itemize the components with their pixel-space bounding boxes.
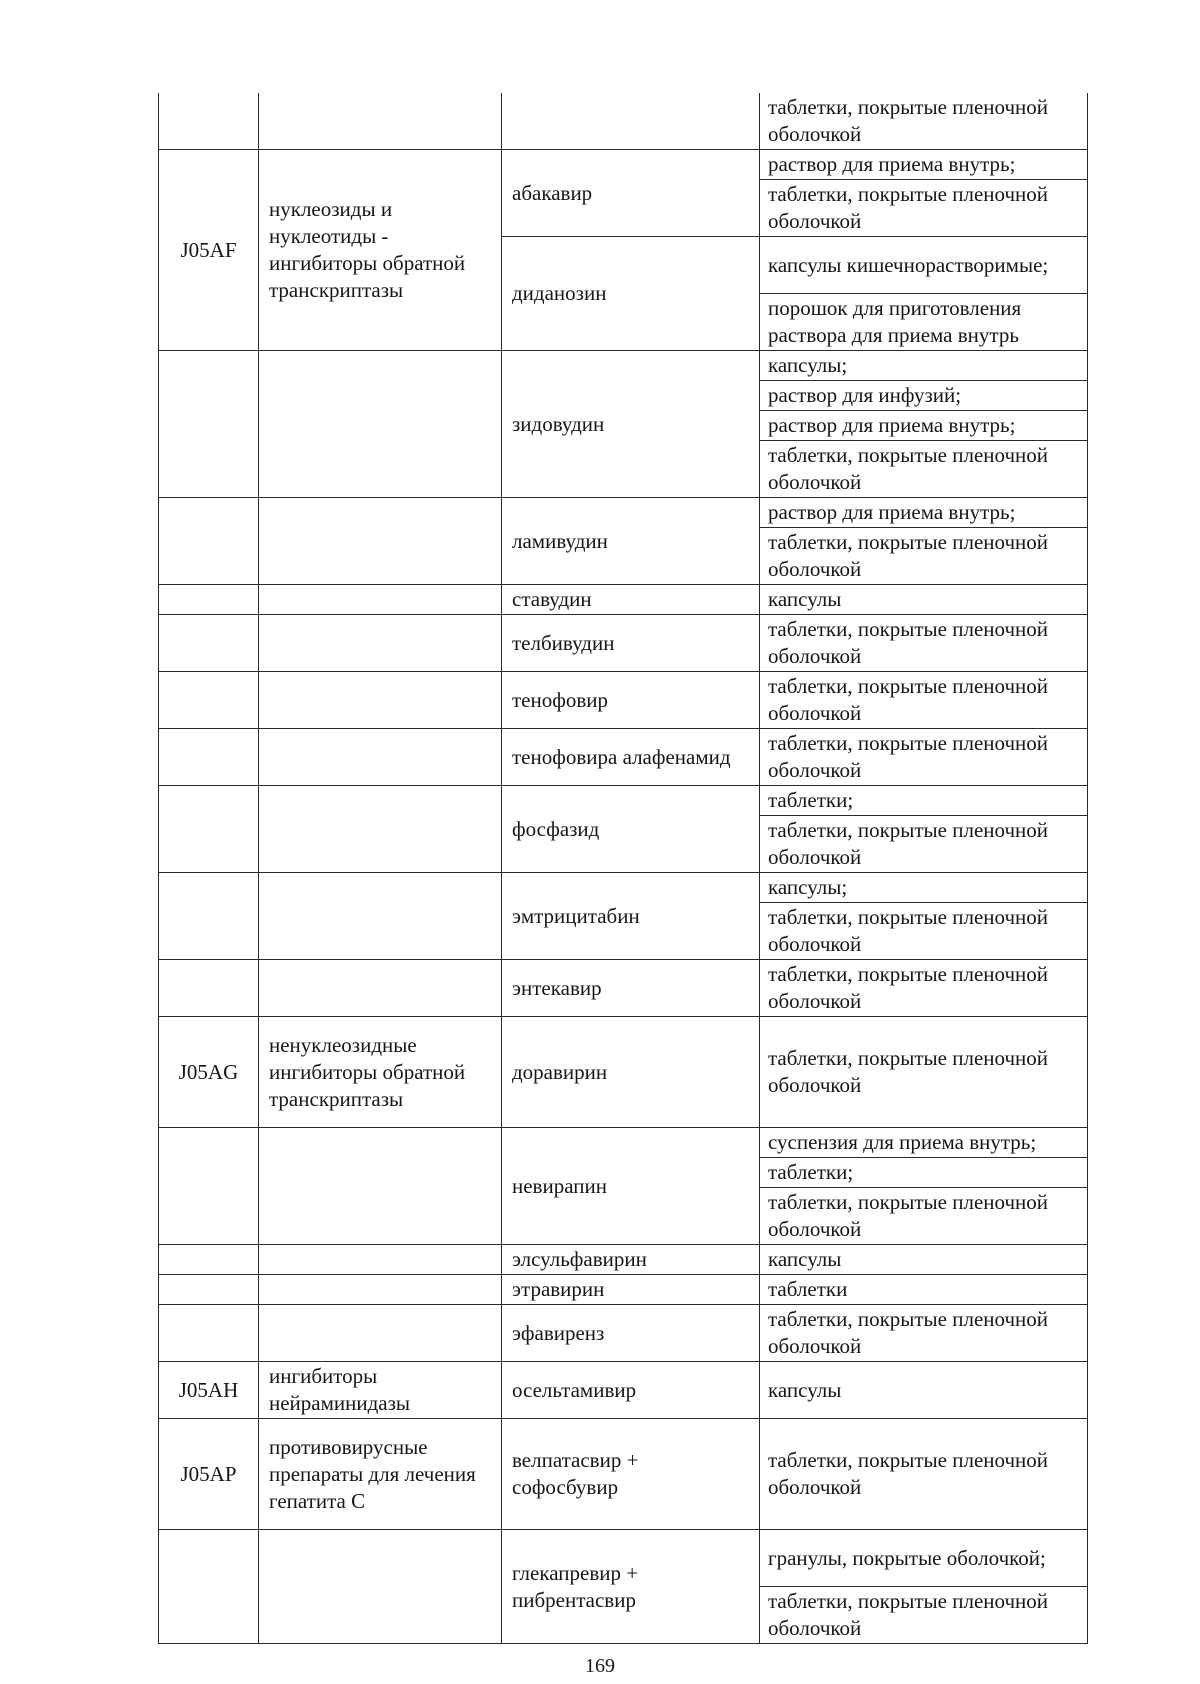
table-row: [159, 1245, 1088, 1275]
atc-code-cell: [159, 93, 259, 150]
atc-code-cell: [159, 1275, 259, 1305]
anatomical-group-cell: [259, 585, 502, 615]
table-row: [159, 93, 1088, 150]
anatomical-group-cell: [259, 1530, 502, 1644]
drug-name-cell: эмтрицитабин: [502, 873, 760, 960]
table-row: [159, 1017, 1088, 1128]
dosage-form-cell: капсулы кишечнорастворимые;: [760, 237, 1088, 294]
dosage-form-cell: раствор для приема внутрь;: [760, 150, 1088, 180]
atc-code-cell: [159, 615, 259, 672]
anatomical-group-cell: [259, 615, 502, 672]
table-row: [159, 585, 1088, 615]
dosage-form-cell: таблетки, покрытые пленочной оболочкой: [760, 1017, 1088, 1128]
table-row: [159, 150, 1088, 180]
dosage-form-cell: капсулы: [760, 1362, 1088, 1419]
dosage-form-cell: таблетки, покрытые пленочной оболочкой: [760, 528, 1088, 585]
atc-code-cell: [159, 351, 259, 498]
anatomical-group-cell: [259, 873, 502, 960]
drug-name-cell: осельтамивир: [502, 1362, 760, 1419]
atc-code-cell: J05AH: [159, 1362, 259, 1419]
atc-code-cell: [159, 1305, 259, 1362]
anatomical-group-cell: нуклеозиды и нуклеотиды - ингибиторы обратной транскриптазы: [259, 150, 502, 351]
dosage-form-cell: таблетки, покрытые пленочной оболочкой: [760, 960, 1088, 1017]
atc-code-cell: J05AG: [159, 1017, 259, 1128]
drug-name-cell: телбивудин: [502, 615, 760, 672]
dosage-form-cell: капсулы;: [760, 351, 1088, 381]
anatomical-group-cell: [259, 960, 502, 1017]
atc-code-cell: [159, 672, 259, 729]
table-row: [159, 1530, 1088, 1587]
atc-code-cell: [159, 786, 259, 873]
table-row: [159, 786, 1088, 816]
anatomical-group-cell: [259, 93, 502, 150]
table-row: [159, 873, 1088, 903]
drug-name-cell: этравирин: [502, 1275, 760, 1305]
dosage-form-cell: раствор для приема внутрь;: [760, 498, 1088, 528]
dosage-form-cell: таблетки, покрытые пленочной оболочкой: [760, 729, 1088, 786]
anatomical-group-cell: ненуклеозидные ингибиторы обратной транскриптазы: [259, 1017, 502, 1128]
dosage-form-cell: таблетки, покрытые пленочной оболочкой: [760, 441, 1088, 498]
anatomical-group-cell: [259, 1128, 502, 1245]
atc-code-cell: J05AP: [159, 1419, 259, 1530]
atc-code-cell: [159, 873, 259, 960]
dosage-form-cell: таблетки;: [760, 1158, 1088, 1188]
dosage-form-cell: раствор для инфузий;: [760, 381, 1088, 411]
drug-name-cell: эфавиренз: [502, 1305, 760, 1362]
table-row: [159, 1128, 1088, 1158]
dosage-form-cell: таблетки, покрытые пленочной оболочкой: [760, 93, 1088, 150]
drug-name-cell: ламивудин: [502, 498, 760, 585]
dosage-form-cell: таблетки, покрытые пленочной оболочкой: [760, 1419, 1088, 1530]
dosage-form-cell: капсулы: [760, 585, 1088, 615]
dosage-form-cell: таблетки, покрытые пленочной оболочкой: [760, 1188, 1088, 1245]
anatomical-group-cell: [259, 729, 502, 786]
anatomical-group-cell: [259, 1245, 502, 1275]
dosage-form-cell: гранулы, покрытые оболочкой;: [760, 1530, 1088, 1587]
drug-name-cell: зидовудин: [502, 351, 760, 498]
dosage-form-cell: таблетки, покрытые пленочной оболочкой: [760, 1305, 1088, 1362]
dosage-form-cell: капсулы;: [760, 873, 1088, 903]
drug-name-cell: [502, 93, 760, 150]
dosage-form-cell: капсулы: [760, 1245, 1088, 1275]
drug-name-cell: глекапревир + пибрентасвир: [502, 1530, 760, 1644]
atc-code-cell: [159, 729, 259, 786]
dosage-form-cell: таблетки: [760, 1275, 1088, 1305]
dosage-form-cell: таблетки, покрытые пленочной оболочкой: [760, 180, 1088, 237]
medication-table: [158, 93, 1088, 1644]
dosage-form-cell: таблетки;: [760, 786, 1088, 816]
atc-code-cell: [159, 498, 259, 585]
anatomical-group-cell: [259, 351, 502, 498]
anatomical-group-cell: ингибиторы нейраминидазы: [259, 1362, 502, 1419]
dosage-form-cell: таблетки, покрытые пленочной оболочкой: [760, 816, 1088, 873]
atc-code-cell: [159, 960, 259, 1017]
dosage-form-cell: суспензия для приема внутрь;: [760, 1128, 1088, 1158]
dosage-form-cell: порошок для приготовления раствора для приема внутрь: [760, 294, 1088, 351]
dosage-form-cell: таблетки, покрытые пленочной оболочкой: [760, 903, 1088, 960]
table-row: [159, 1362, 1088, 1419]
table-row: [159, 672, 1088, 729]
atc-code-cell: [159, 1128, 259, 1245]
table-row: [159, 1305, 1088, 1362]
atc-code-cell: [159, 585, 259, 615]
drug-name-cell: абакавир: [502, 150, 760, 237]
anatomical-group-cell: противовирусные препараты для лечения гепатита С: [259, 1419, 502, 1530]
drug-name-cell: доравирин: [502, 1017, 760, 1128]
dosage-form-cell: таблетки, покрытые пленочной оболочкой: [760, 1587, 1088, 1644]
dosage-form-cell: таблетки, покрытые пленочной оболочкой: [760, 672, 1088, 729]
anatomical-group-cell: [259, 498, 502, 585]
table-row: [159, 1275, 1088, 1305]
drug-name-cell: ставудин: [502, 585, 760, 615]
drug-name-cell: тенофовир: [502, 672, 760, 729]
atc-code-cell: [159, 1245, 259, 1275]
page-number: 169: [585, 1655, 615, 1677]
drug-name-cell: велпатасвир + софосбувир: [502, 1419, 760, 1530]
dosage-form-cell: таблетки, покрытые пленочной оболочкой: [760, 615, 1088, 672]
anatomical-group-cell: [259, 672, 502, 729]
table-row: [159, 351, 1088, 381]
anatomical-group-cell: [259, 1275, 502, 1305]
atc-code-cell: [159, 1530, 259, 1644]
anatomical-group-cell: [259, 786, 502, 873]
drug-name-cell: диданозин: [502, 237, 760, 351]
drug-name-cell: элсульфавирин: [502, 1245, 760, 1275]
drug-name-cell: энтекавир: [502, 960, 760, 1017]
table-row: [159, 1419, 1088, 1530]
table-row: [159, 498, 1088, 528]
drug-name-cell: тенофовира алафенамид: [502, 729, 760, 786]
table-row: [159, 729, 1088, 786]
drug-name-cell: фосфазид: [502, 786, 760, 873]
atc-code-cell: J05AF: [159, 150, 259, 351]
anatomical-group-cell: [259, 1305, 502, 1362]
drug-name-cell: невирапин: [502, 1128, 760, 1245]
dosage-form-cell: раствор для приема внутрь;: [760, 411, 1088, 441]
table-row: [159, 615, 1088, 672]
table-row: [159, 960, 1088, 1017]
